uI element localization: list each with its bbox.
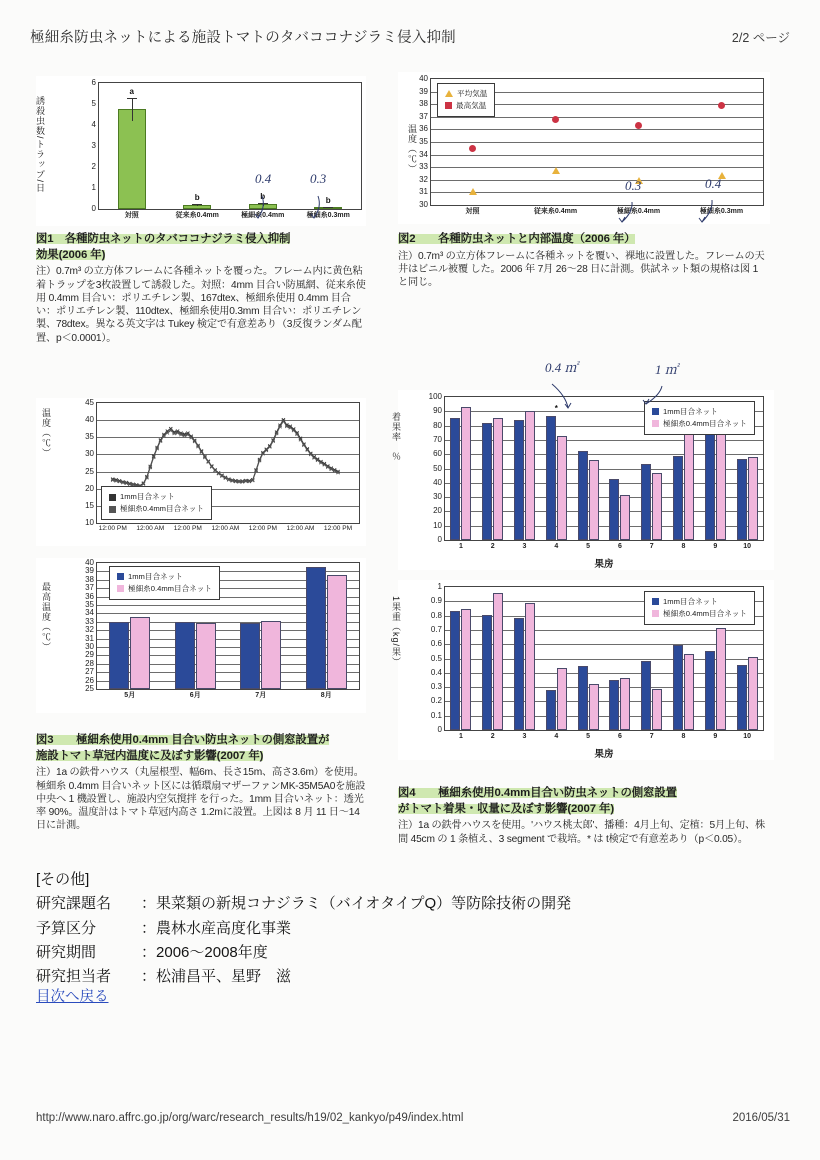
handwritten-note: 0.3 (310, 171, 327, 186)
bar (737, 459, 747, 541)
fig4-top-y-axis-label: 着果率 ％ (391, 412, 401, 462)
y-axis-tick: 39 (85, 566, 94, 576)
legend-label: 1mm目合ネット (120, 492, 175, 502)
y-axis-tick: 0.3 (430, 682, 442, 692)
fig1-x-tick: 対照 (124, 212, 139, 219)
other-info-label: 予算区分 (36, 919, 97, 937)
legend-item (117, 571, 212, 583)
bar (673, 456, 683, 540)
fig3-line-x-tick: 12:00 PM (98, 525, 127, 532)
handwritten-note: 1 ㎡ (655, 362, 678, 377)
bar (450, 418, 460, 540)
y-axis-tick: 0.5 (430, 653, 442, 663)
other-section-title: [その他] (36, 871, 90, 888)
gridline (431, 117, 763, 118)
fig2-note: 注）0.7m³ の立方体フレームに各種ネットを覆い、裸地に設置した。フレームの天井はビニル被覆 した。2006 年 7月 26～28 日に計測。供試ネット類の規格は図 1 と同じ。 (398, 250, 765, 289)
legend-swatch (117, 573, 124, 580)
y-axis-tick: 25 (85, 466, 94, 476)
legend-label: 極細糸0.4mm目合ネット (663, 418, 747, 428)
y-axis-tick: 40 (433, 477, 442, 487)
fig2-x-tick: 従来糸0.4mm (533, 208, 578, 215)
y-axis-tick: 60 (433, 449, 442, 459)
other-info-value: 果菜類の新規コナジラミ（バイオタイプQ）等防除技術の開発 (156, 895, 572, 913)
y-axis-tick: 20 (85, 483, 94, 493)
legend-label: 最高気温 (456, 100, 487, 110)
legend-item (652, 418, 747, 430)
fig3-note: 注）1a の鉄骨ハウス（丸屋根型、幅6m、長さ15m、高さ3.6m）を使用。極細糸 0.4mm 目合いネット区には循環扇マザーファンMK-35M5A0を施設中央へ 1 機設置し、施設内空気撹拌 を行った。1mm 目合いネット：透光率 90%。温度計はトマト草冠内高さ 1.2mに設置。上図は 8 月 11 日～14 日に計測。 (36, 767, 366, 832)
fig4-top-x-tick: 1 (458, 543, 463, 550)
y-axis-tick: 33 (419, 162, 428, 172)
bar (493, 593, 503, 730)
y-axis-tick: 34 (85, 608, 94, 618)
fig4-bottom-x-tick: 8 (681, 733, 686, 740)
legend-swatch (445, 102, 452, 109)
bar (514, 420, 524, 540)
y-axis-tick: 28 (85, 658, 94, 668)
fig1-plot-area (91, 78, 362, 219)
fig4-top-x-tick: 6 (617, 543, 622, 550)
y-axis-tick: 38 (419, 99, 428, 109)
figure-4-bottom-chart (391, 580, 774, 760)
bar (589, 684, 599, 730)
fig3-bar-x-tick: 7月 (255, 692, 267, 699)
figure-2-chart (398, 72, 770, 224)
y-axis-tick: 6 (91, 78, 96, 87)
chart-legend (101, 486, 212, 520)
fig4-bottom-x-tick: 3 (522, 733, 527, 740)
bar (652, 473, 662, 540)
y-axis-tick: 40 (85, 558, 94, 567)
fig4-top-plot-area (428, 392, 764, 570)
data-point (718, 102, 725, 109)
y-axis-tick: 0.7 (430, 624, 442, 634)
y-axis-tick: 15 (85, 500, 94, 510)
bar (261, 621, 281, 689)
other-info-separator: ： (141, 943, 157, 961)
fig3-bar-y-axis-label: 最高温度（℃） (41, 582, 51, 652)
significance-letter: a (129, 86, 134, 96)
other-info-value: 松浦昌平、星野 滋 (156, 968, 292, 986)
y-axis-tick: 0 (91, 204, 96, 213)
legend-item (445, 88, 487, 100)
data-point (552, 116, 559, 123)
legend-swatch (652, 610, 659, 617)
other-info-row (36, 965, 571, 989)
figure-1-caption (36, 232, 366, 345)
fig3-line-plot-area (85, 398, 360, 532)
handwritten-note: 0.4 (705, 176, 722, 191)
legend-item (109, 503, 204, 515)
error-bar-cap (323, 207, 333, 208)
bar (109, 622, 129, 689)
data-point (718, 172, 726, 179)
legend-label: 極細糸0.4mm目合ネット (128, 583, 212, 593)
other-info-rows (36, 892, 571, 989)
y-axis-tick: 4 (91, 120, 96, 129)
bar (620, 495, 630, 540)
error-bar (132, 98, 133, 121)
legend-label: 極細糸0.4mm目合ネット (120, 504, 204, 514)
y-axis-tick: 34 (419, 149, 428, 159)
fig3-line-x-tick: 12:00 AM (211, 525, 240, 532)
y-axis-tick: 5 (91, 99, 96, 108)
back-to-index-link[interactable]: 目次へ戻る (36, 989, 109, 1005)
fig3-line-x-tick: 12:00 PM (323, 525, 353, 532)
y-axis-tick: 35 (85, 600, 94, 609)
other-info-row (36, 917, 571, 941)
fig3-bar-x-tick: 5月 (124, 692, 136, 699)
legend-label: 極細糸0.4mm目合ネット (663, 608, 747, 618)
figure-3 (36, 398, 366, 833)
figure-1-chart (36, 76, 366, 226)
y-axis-tick: 1 (91, 183, 96, 192)
bar (748, 657, 758, 730)
gridline (431, 129, 763, 130)
handwritten-note: 0.4 ㎡ (545, 360, 578, 375)
gridline (431, 192, 763, 193)
bar (306, 567, 326, 689)
error-bar-cap (192, 204, 202, 205)
bar (652, 689, 662, 730)
legend-item (652, 608, 747, 620)
fig1-y-axis-label: 誘殺虫数/トラップ/日 (35, 96, 45, 194)
bar (716, 628, 726, 730)
y-axis-tick: 0 (437, 725, 442, 734)
y-axis-tick: 90 (433, 406, 442, 416)
fig1-x-tick: 従来糸0.4mm (175, 212, 219, 219)
fig3-bar-x-tick: 6月 (189, 692, 201, 699)
bar (546, 416, 556, 540)
fig2-x-tick: 対照 (465, 208, 480, 215)
fig4-caption-line1: 図4 極細糸使用0.4mm目合い防虫ネットの側窓設置 (398, 787, 677, 799)
legend-label: 1mm目合ネット (128, 572, 183, 581)
y-axis-tick: 36 (419, 124, 428, 134)
bar (175, 622, 195, 689)
fig2-y-axis-label: 温度（℃） (407, 124, 417, 174)
fig3-line-x-tick: 12:00 AM (286, 525, 315, 532)
other-info-value: 2006～2008年度 (156, 943, 268, 961)
y-axis-tick: 2 (91, 162, 96, 171)
bar (737, 665, 747, 730)
y-axis-tick: 35 (419, 137, 428, 146)
y-axis-tick: 0.1 (430, 710, 442, 720)
bar (196, 623, 216, 689)
significance-letter: b (194, 192, 200, 202)
fig3-line-y-axis-label: 温度（℃） (41, 408, 51, 458)
legend-swatch (652, 420, 659, 427)
bar (620, 678, 630, 730)
legend-swatch (652, 408, 659, 415)
data-point (635, 177, 643, 184)
fig4-bottom-y-axis-label: 1果重（kg/果） (391, 596, 401, 668)
y-axis-tick: 36 (85, 591, 94, 601)
chart-legend (109, 566, 220, 600)
figure-4-caption (398, 786, 774, 846)
figure-1 (36, 76, 366, 345)
figure-3-caption (36, 733, 366, 833)
fig2-plot-area (419, 74, 764, 215)
bar (557, 668, 567, 730)
x-axis-label: 果房 (594, 749, 614, 760)
other-info-label: 研究期間 (36, 943, 97, 961)
chart-legend (437, 83, 495, 117)
fig1-x-tick: 極細糸0.3mm (306, 212, 350, 219)
y-axis-tick: 0.6 (430, 639, 442, 649)
y-axis-tick: 30 (85, 642, 94, 651)
gridline (431, 180, 763, 181)
bar (705, 428, 715, 540)
bar (684, 654, 694, 731)
fig4-top-x-tick: 5 (586, 543, 591, 550)
bar (461, 609, 471, 730)
bar (641, 661, 651, 730)
fig4-top-x-tick: 4 (554, 543, 559, 550)
y-axis-tick: 0.8 (430, 610, 442, 620)
legend-item (652, 596, 747, 608)
figure-3-line-chart (36, 398, 366, 546)
page-number: 2/2 ページ (731, 31, 790, 45)
y-axis-tick: 70 (433, 434, 442, 444)
significance-marker: * (554, 403, 558, 413)
y-axis-tick: 100 (428, 392, 442, 401)
data-point (469, 145, 476, 152)
bar (118, 109, 146, 209)
fig3-bar-x-tick: 8月 (320, 692, 332, 699)
significance-letter: b (325, 195, 331, 205)
y-axis-tick: 45 (85, 398, 94, 407)
y-axis-tick: 32 (419, 174, 428, 184)
bar (240, 623, 260, 689)
y-axis-tick: 25 (85, 684, 94, 693)
bar (716, 424, 726, 540)
fig4-bottom-x-tick: 9 (713, 733, 718, 740)
y-axis-tick: 0.9 (430, 596, 442, 606)
fig4-note: 注）1a の鉄骨ハウスを使用。'ハウス桃太郎'、播種：4月上旬、定植：5月上旬、株間 45cm の 1 条植え、3 segment で栽培。* は t検定で有意差あり（p＜0.05）。 (398, 820, 765, 845)
y-axis-tick: 0.2 (430, 696, 442, 706)
other-info-value: 農林水産高度化事業 (156, 919, 292, 937)
footer-date: 2016/05/31 (732, 1112, 790, 1124)
legend-item (445, 100, 487, 112)
legend-swatch (652, 598, 659, 605)
y-axis-tick: 30 (419, 200, 428, 209)
y-axis-tick: 80 (433, 420, 442, 430)
chart-legend (644, 401, 755, 435)
legend-label: 1mm目合ネット (663, 407, 718, 416)
figure-4-top-chart (391, 390, 774, 570)
figure-4 (391, 390, 774, 846)
fig3-caption-line1: 図3 極細糸使用0.4mm 目合い防虫ネットの側窓設置が (36, 734, 330, 746)
footer-url[interactable]: http://www.naro.affrc.go.jp/org/warc/research_results/h19/02_kankyo/p49/index.html (36, 1112, 464, 1124)
significance-letter: b (260, 191, 266, 201)
fig2-x-tick: 極細糸0.4mm (616, 208, 661, 215)
y-axis-tick: 37 (85, 583, 94, 593)
error-bar-cap (127, 98, 137, 99)
y-axis-tick: 27 (85, 667, 94, 677)
fig3-bar-plot-area (85, 558, 360, 699)
legend-swatch (109, 506, 116, 513)
fig3-line-x-tick: 12:00 PM (248, 525, 278, 532)
bar (578, 666, 588, 730)
error-bar-cap (258, 203, 268, 204)
fig3-line-x-tick: 12:00 PM (173, 525, 202, 532)
data-point (635, 122, 642, 129)
other-info-row (36, 892, 571, 916)
y-axis-tick: 10 (85, 518, 94, 527)
fig2-x-tick: 極細糸0.3mm (699, 208, 744, 215)
handwritten-note: 0.3 (625, 178, 642, 193)
fig4-top-x-tick: 10 (743, 543, 751, 550)
y-axis-tick: 40 (85, 415, 94, 425)
bar (589, 460, 599, 540)
bar (609, 680, 619, 730)
y-axis-tick: 10 (433, 520, 442, 530)
fig4-bottom-x-tick: 2 (490, 733, 495, 740)
y-axis-tick: 20 (433, 506, 442, 516)
bar (748, 457, 758, 540)
other-info-separator: ： (141, 968, 157, 986)
fig4-top-x-tick: 8 (681, 543, 686, 550)
fig4-bottom-x-tick: 6 (617, 733, 622, 740)
fig4-bottom-plot-area (430, 582, 764, 760)
handwritten-note: 0.4 (255, 171, 272, 186)
fig4-bottom-x-tick: 1 (458, 733, 463, 740)
page-title: 極細糸防虫ネットによる施設トマトのタバココナジラミ侵入抑制 (30, 30, 456, 46)
bar (684, 431, 694, 540)
y-axis-tick: 3 (91, 141, 96, 150)
figure-2-caption (398, 232, 770, 289)
fig4-caption-line2: がトマト着果・収量に及ぼす影響(2007 年) (398, 802, 615, 815)
legend-label: 平均気温 (457, 89, 488, 98)
y-axis-tick: 37 (419, 111, 428, 121)
bar (705, 651, 715, 730)
bar (327, 575, 347, 689)
y-axis-tick: 32 (85, 625, 94, 635)
fig3-line-x-tick: 12:00 AM (136, 525, 165, 532)
legend-item (109, 491, 204, 503)
y-axis-tick: 31 (85, 633, 94, 643)
y-axis-tick: 39 (419, 86, 428, 96)
bar (482, 423, 492, 540)
bar (514, 618, 524, 730)
bar (450, 611, 460, 730)
figure-2 (398, 72, 770, 289)
fig4-top-x-tick: 7 (649, 543, 654, 550)
y-axis-tick: 38 (85, 574, 94, 584)
fig4-top-x-tick: 3 (522, 543, 527, 550)
fig4-top-x-tick: 2 (490, 543, 495, 550)
bar (557, 436, 567, 540)
document-header (30, 26, 790, 47)
fig4-bottom-x-tick: 7 (649, 733, 654, 740)
legend-label: 1mm目合ネット (663, 597, 718, 606)
bar (461, 407, 471, 540)
bar (641, 464, 651, 541)
y-axis-tick: 0.4 (430, 667, 442, 677)
other-info-separator: ： (141, 895, 157, 913)
legend-swatch (109, 494, 116, 501)
bar (130, 617, 150, 689)
y-axis-tick: 31 (419, 187, 428, 197)
bar (578, 451, 588, 540)
y-axis-tick: 0 (437, 535, 442, 544)
fig1-x-tick: 極細糸0.4mm (241, 212, 285, 219)
bar (546, 690, 556, 730)
legend-item (652, 406, 747, 418)
y-axis-tick: 33 (85, 616, 94, 626)
y-axis-tick: 40 (419, 74, 428, 83)
fig1-caption-line2: 効果(2006 年) (36, 248, 106, 261)
other-info-section (36, 868, 571, 989)
bar (525, 603, 535, 730)
legend-swatch (445, 90, 453, 97)
gridline (431, 142, 763, 143)
fig2-caption-line1: 図2 各種防虫ネットと内部温度（2006 年） (398, 233, 636, 245)
gridline (431, 167, 763, 168)
fig4-top-x-tick: 9 (713, 543, 718, 550)
y-axis-tick: 30 (85, 449, 94, 459)
y-axis-tick: 30 (433, 492, 442, 502)
y-axis-tick: 26 (85, 675, 94, 685)
fig1-caption-line1: 図1 各種防虫ネットのタバココナジラミ侵入抑制 (36, 233, 291, 245)
y-axis-tick: 35 (85, 432, 94, 442)
document-footer (36, 1112, 790, 1124)
legend-item (117, 583, 212, 595)
fig3-caption-line2: 施設トマト草冠内温度に及ぼす影響(2007 年) (36, 749, 264, 762)
bar (609, 479, 619, 540)
gridline (431, 155, 763, 156)
x-axis-label: 果房 (594, 559, 614, 570)
y-axis-tick: 50 (433, 463, 442, 473)
fig4-bottom-x-tick: 10 (743, 733, 751, 740)
bar (493, 418, 503, 540)
data-point (552, 167, 560, 174)
y-axis-tick: 29 (85, 650, 94, 660)
y-axis-tick: 1 (437, 582, 442, 591)
other-info-separator: ： (141, 919, 157, 937)
fig4-bottom-x-tick: 4 (554, 733, 559, 740)
chart-legend (644, 591, 755, 625)
data-point (469, 188, 477, 195)
figure-3-bar-chart (36, 558, 366, 713)
fig4-bottom-x-tick: 5 (586, 733, 591, 740)
other-info-row (36, 941, 571, 965)
fig1-note: 注）0.7m³ の立方体フレームに各種ネットを覆った。フレーム内に黄色粘着トラップを3枚設置して誘殺した。対照：4mm 目合い防風網、従来糸使用 0.4mm 目合い：ポリエチレン製、167dtex、極細糸使用 0.4mm 目合い：ポリエチレン製、110dtex、極細糸使用0.3mm 目合い：ポリエチレン製、78dtex。異なる英文字は Tukey 検定で有意差あり（3反復ランダム配置、p＜0.0001）。 (36, 266, 366, 344)
bar (525, 411, 535, 540)
bar (482, 615, 492, 730)
legend-swatch (117, 585, 124, 592)
bar (673, 645, 683, 730)
other-info-label: 研究課題名 (36, 895, 112, 913)
other-info-label: 研究担当者 (36, 968, 112, 986)
